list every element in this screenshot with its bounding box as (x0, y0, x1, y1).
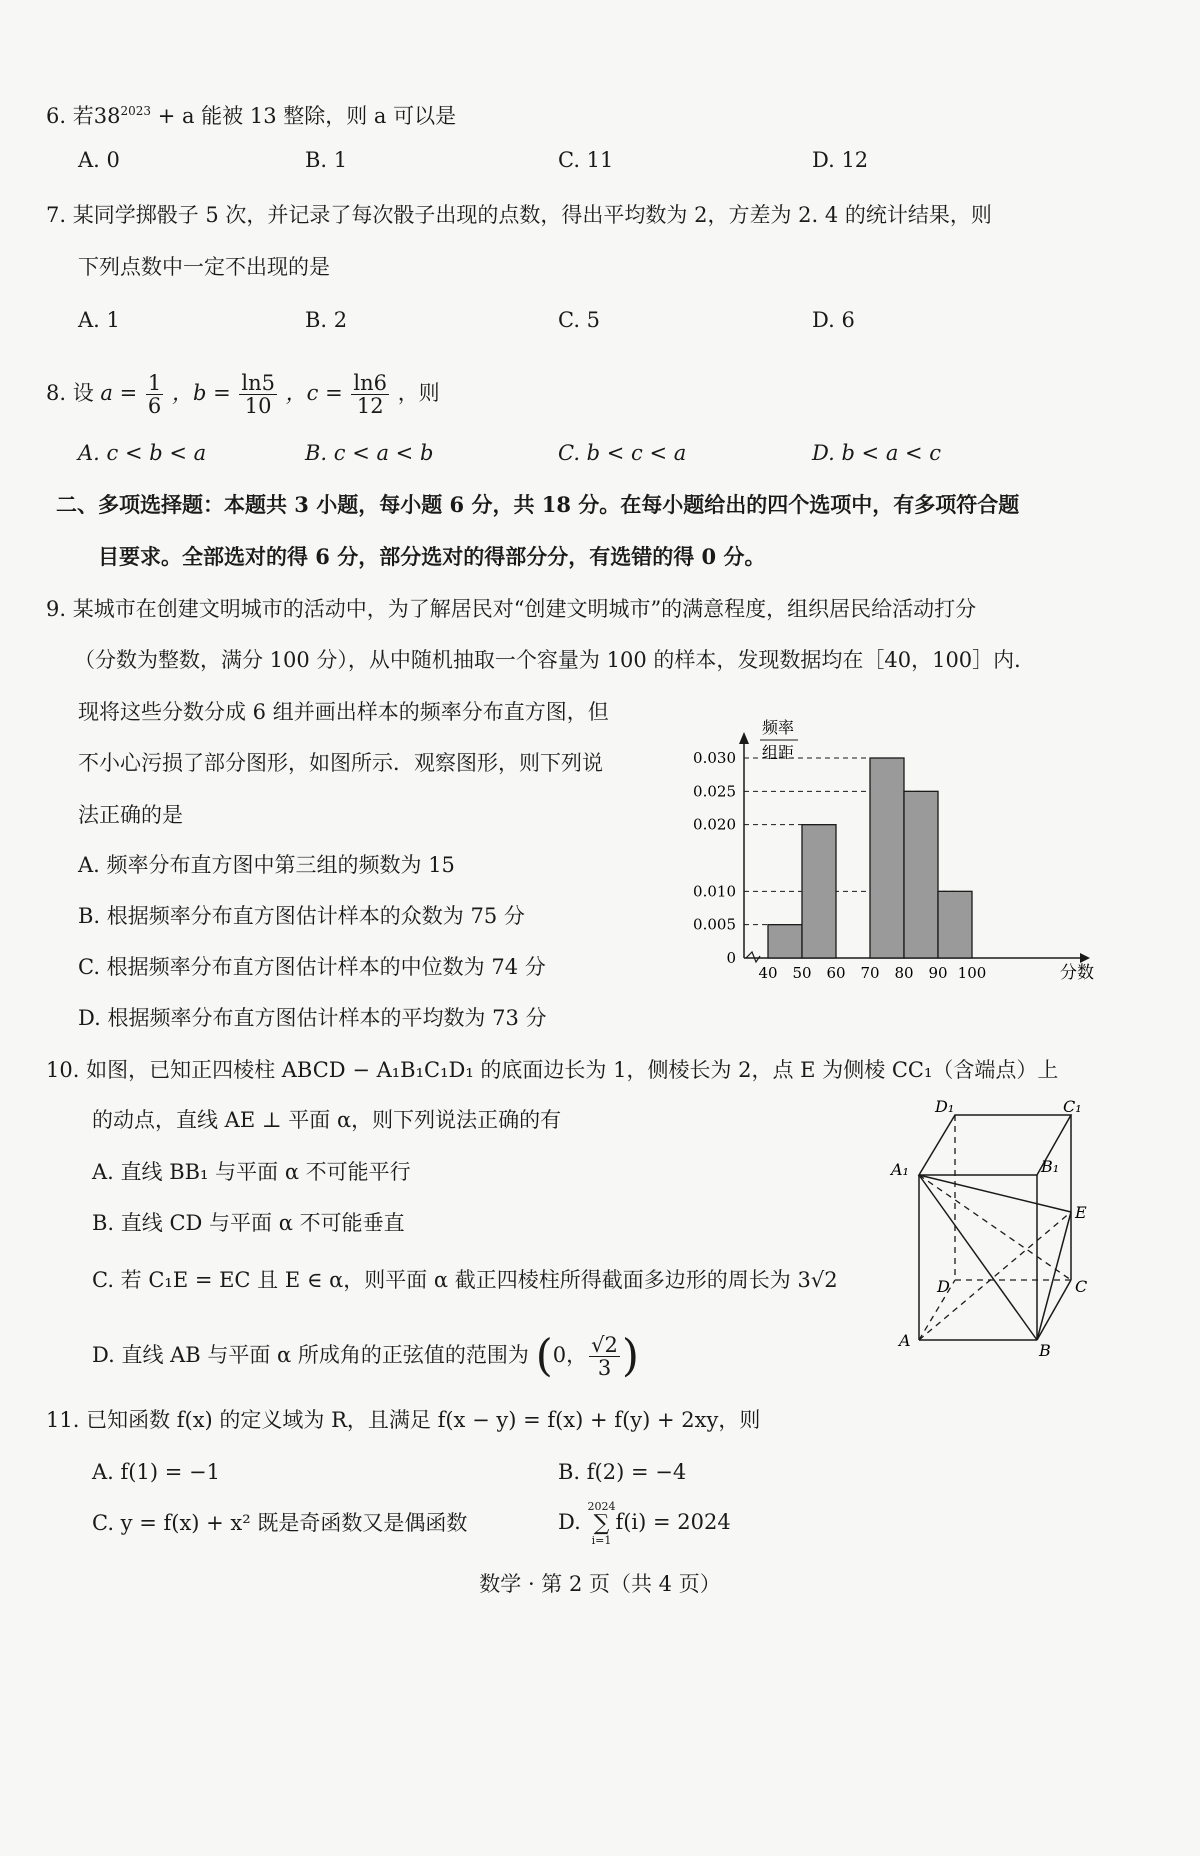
q8-b-label: ，b = (171, 381, 231, 405)
q8-b-fraction (239, 372, 277, 417)
x-axis-label: 分数 (1060, 963, 1094, 983)
y-tick-label: 0.010 (693, 882, 736, 901)
q8-stem (46, 368, 440, 418)
q7-option-c: C. 5 (558, 308, 601, 332)
sigma-glyph: ∑ (593, 1510, 610, 1536)
q8-option-d: D. b < a < c (812, 441, 942, 465)
y-tick-label: 0 (726, 949, 736, 967)
sum-lower: i=1 (591, 1533, 612, 1547)
label-d1: D₁ (935, 1097, 955, 1116)
y-axis-arrow (739, 732, 749, 744)
q10-stem-line2: 的动点，直线 AE ⊥ 平面 α，则下列说法正确的有 (92, 1108, 562, 1132)
q6-number: 6. (46, 104, 67, 128)
q11-option-c: C. y = f(x) + x² 既是奇函数又是偶函数 (92, 1511, 468, 1535)
histogram-bar-90-100 (938, 891, 972, 958)
q9-stem-line3: 现将这些分数分成 6 组并画出样本的频率分布直方图，但 (78, 700, 609, 724)
y-tick-label: 0.020 (693, 815, 736, 834)
histogram-bar-80-90 (904, 791, 938, 958)
q10-stem-line1: 10. 如图，已知正四棱柱 ABCD − A₁B₁C₁D₁ 的底面边长为 1，侧棱长为 2，点 E 为侧棱 CC₁（含端点）上 (46, 1058, 1059, 1082)
section2-heading-line1: 二、多项选择题：本题共 3 小题，每小题 6 分，共 18 分。在每小题给出的四个选项中，有多项符合题 (56, 492, 1020, 517)
x-tick-label: 40 (758, 964, 778, 982)
q10-option-a: A. 直线 BB₁ 与平面 α 不可能平行 (92, 1160, 411, 1184)
q10-option-c: C. 若 C₁E = EC 且 E ∈ α，则平面 α 截正四棱柱所得截面多边形的周长为 3√2 (92, 1268, 838, 1292)
q11-option-d (558, 1497, 731, 1547)
q9-option-b: B. 根据频率分布直方图估计样本的众数为 75 分 (78, 904, 525, 928)
edge-bc (1037, 1280, 1071, 1340)
q8-option-b: B. c < a < b (305, 441, 434, 465)
q9-stem-line5: 法正确的是 (78, 803, 183, 827)
y-tick-label: 0.025 (693, 782, 736, 801)
q8-number: 8. 设 (46, 381, 94, 405)
q10-option-d-den: 3 (597, 1356, 612, 1380)
q8-c-label: ，c = (285, 381, 343, 405)
label-c1: C₁ (1063, 1097, 1082, 1116)
histogram-bar-40-50 (768, 925, 802, 958)
q11-option-d-label: D. (558, 1510, 581, 1534)
q6-option-d: D. 12 (812, 148, 869, 172)
q8-tail: ，则 (397, 381, 440, 405)
q8-a-num: 1 (147, 371, 162, 395)
q6-option-c: C. 11 (558, 148, 614, 172)
label-d: D (937, 1277, 950, 1296)
q6-option-a: A. 0 (78, 148, 120, 172)
q9-stem-line1: 9. 某城市在创建文明城市的活动中，为了解居民对“创建文明城市”的满意程度，组织居民给活动打分 (46, 597, 977, 621)
x-tick-label: 50 (792, 964, 812, 982)
q8-c-num: ln6 (353, 371, 387, 395)
label-e: E (1075, 1203, 1087, 1222)
q9-stem-line2: （分数为整数，满分 100 分），从中随机抽取一个容量为 100 的样本，发现数据均在［40，100］内． (74, 648, 1036, 672)
q10-option-d (92, 1330, 639, 1380)
page-footer: 数学 · 第 2 页（共 4 页） (479, 1572, 721, 1596)
open-paren: ( (535, 1330, 553, 1382)
q9-stem-line4: 不小心污损了部分图形，如图所示．观察图形，则下列说 (78, 751, 603, 775)
q11-option-d-text: f(i) = 2024 (615, 1510, 731, 1534)
y-label-bottom: 组距 (761, 743, 795, 762)
y-tick-label: 0.005 (693, 915, 736, 934)
frequency-histogram (690, 712, 1094, 992)
q8-option-a: A. c < b < a (78, 441, 207, 465)
q9-option-d: D. 根据频率分布直方图估计样本的平均数为 73 分 (78, 1006, 547, 1030)
q8-b-den: 10 (244, 394, 272, 418)
q10-option-d-text: D. 直线 AB 与平面 α 所成角的正弦值的范围为 (92, 1343, 529, 1367)
q6-option-b: B. 1 (305, 148, 348, 172)
histogram-bar-70-80 (870, 758, 904, 958)
q7-option-b: B. 2 (305, 308, 348, 332)
x-tick-label: 60 (826, 964, 846, 982)
q9-option-c: C. 根据频率分布直方图估计样本的中位数为 74 分 (78, 955, 546, 979)
q7-option-a: A. 1 (78, 308, 120, 332)
summation-symbol (587, 1501, 615, 1547)
q8-c-den: 12 (356, 394, 384, 418)
q11-stem: 11. 已知函数 f(x) 的定义域为 R，且满足 f(x − y) = f(x) + f(y) + 2xy，则 (46, 1408, 761, 1432)
q10-option-b: B. 直线 CD 与平面 α 不可能垂直 (92, 1211, 405, 1235)
q6-post: + a 能被 13 整除，则 a 可以是 (151, 104, 457, 128)
q6-pre: 若38 (72, 104, 121, 128)
q6-stem (46, 96, 456, 131)
q8-c-fraction (351, 372, 389, 417)
histogram-bar-50-60 (802, 825, 836, 958)
x-tick-label: 90 (928, 964, 948, 982)
x-axis-arrow (1080, 953, 1090, 963)
x-tick-label: 100 (957, 964, 987, 982)
hidden-line-a1c (919, 1175, 1071, 1280)
sum-upper: 2024 (587, 1499, 616, 1513)
label-a1: A₁ (891, 1160, 909, 1179)
q8-a-fraction (146, 372, 163, 417)
q7-stem-line1: 7. 某同学掷骰子 5 次，并记录了每次骰子出现的点数，得出平均数为 2，方差为 2. 4 的统计结果，则 (46, 203, 992, 227)
q7-stem-line2: 下列点数中一定不出现的是 (78, 255, 330, 279)
close-paren: ) (621, 1330, 640, 1382)
q8-option-c: C. b < c < a (558, 441, 687, 465)
label-b: B (1039, 1341, 1051, 1360)
q8-a-label: a = (100, 381, 138, 405)
label-a: A (899, 1331, 911, 1350)
q11-option-a: A. f(1) = −1 (92, 1460, 220, 1484)
q9-option-a: A. 频率分布直方图中第三组的频数为 15 (78, 853, 455, 877)
q6-exponent: 2023 (120, 104, 152, 118)
q11-option-b: B. f(2) = −4 (558, 1460, 687, 1484)
x-tick-label: 80 (894, 964, 914, 982)
section2-heading-line2: 目要求。全部选对的得 6 分，部分选对的得部分分，有选错的得 0 分。 (98, 544, 766, 569)
q10-option-d-num: √2 (591, 1333, 618, 1357)
x-tick-label: 70 (860, 964, 880, 982)
prism-figure (885, 1097, 1088, 1360)
label-b1: B₁ (1041, 1157, 1060, 1176)
q10-option-d-fraction (589, 1334, 620, 1379)
label-c: C (1075, 1277, 1088, 1296)
axis-break (746, 952, 760, 962)
q8-a-den: 6 (147, 394, 162, 418)
q8-b-num: ln5 (241, 371, 275, 395)
q10-option-d-zero: 0， (552, 1343, 588, 1367)
q7-option-d: D. 6 (812, 308, 855, 332)
y-label-top: 频率 (761, 718, 795, 737)
y-tick-label: 0.030 (693, 749, 736, 767)
